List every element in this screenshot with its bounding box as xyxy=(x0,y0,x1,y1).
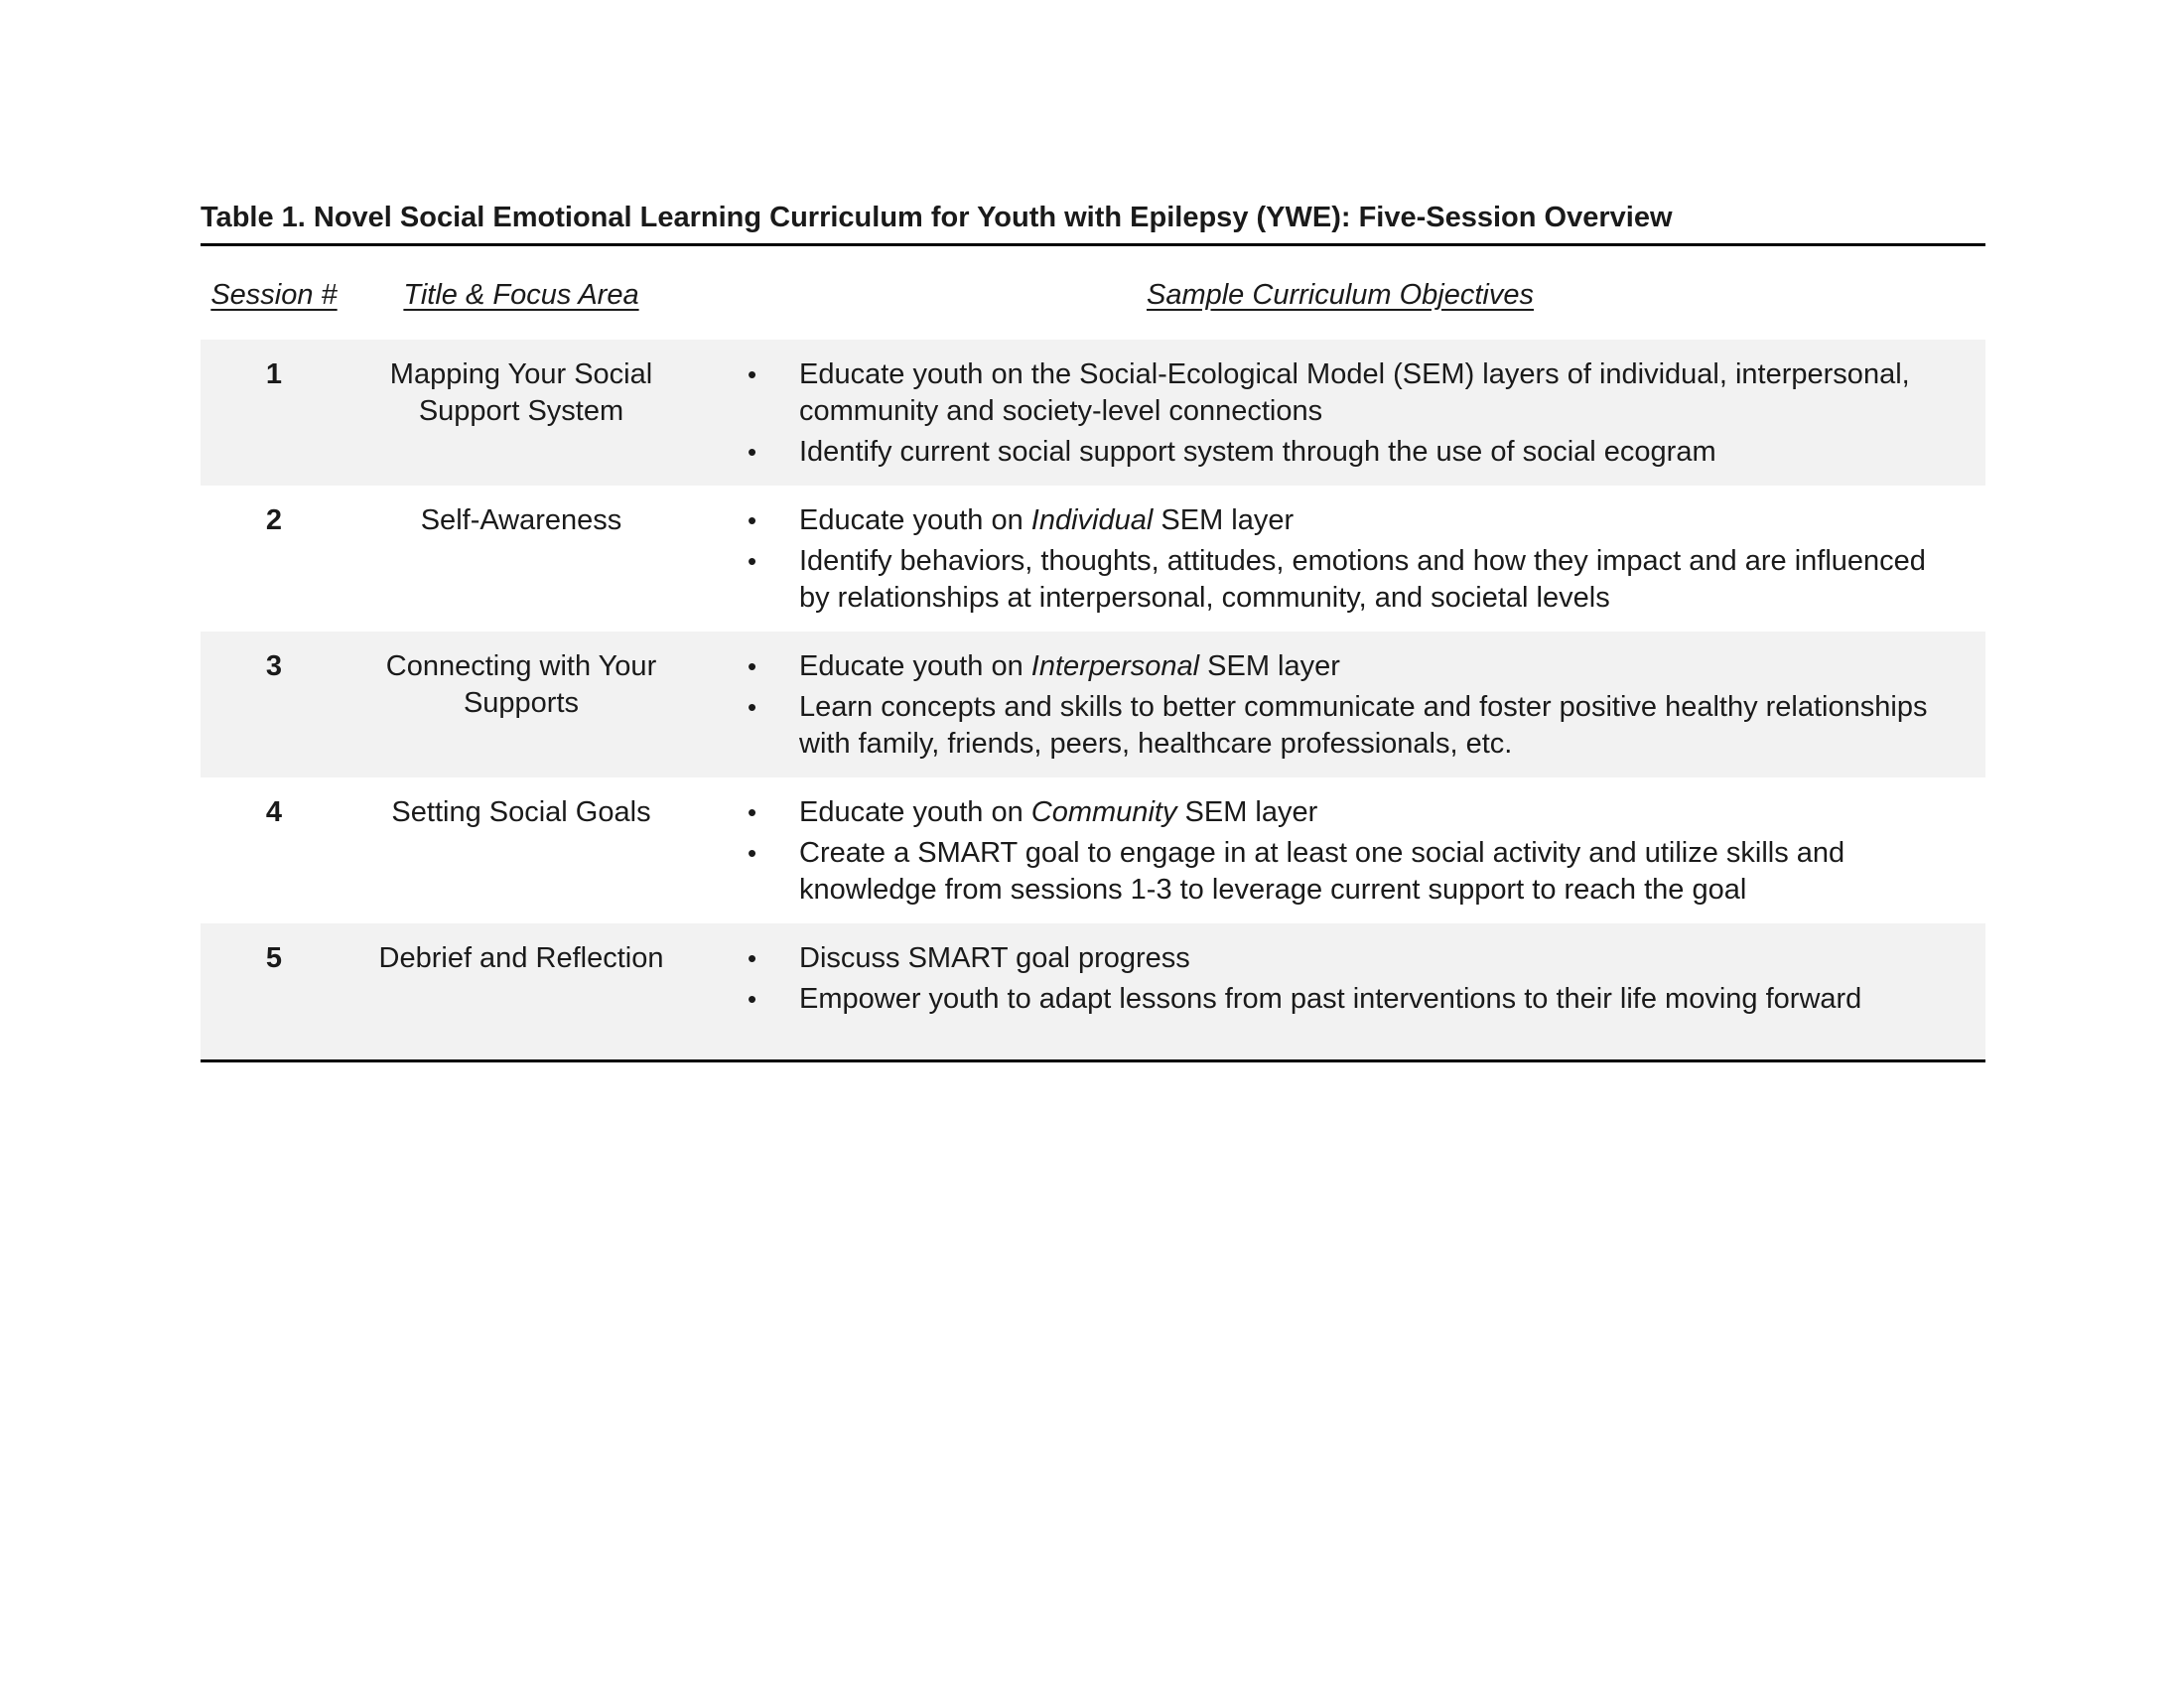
objective-text-italic: Individual xyxy=(1030,504,1154,536)
bullet-icon: • xyxy=(748,797,757,827)
bullet-icon: • xyxy=(748,505,757,535)
session-row xyxy=(201,340,1985,486)
objective-text-segment: SEM layer xyxy=(1153,504,1295,536)
objective-text-segment: Educate youth on xyxy=(799,504,1031,536)
session-row xyxy=(201,632,1985,777)
column-header-session: Session # xyxy=(210,279,338,311)
objectives-list xyxy=(748,502,1985,617)
objectives-list xyxy=(748,940,1985,1018)
bullet-icon: • xyxy=(748,838,757,868)
objective-text xyxy=(799,835,1956,909)
session-objectives xyxy=(695,356,1985,471)
bullet-icon: • xyxy=(748,984,757,1014)
objective-text-segment: Educate youth on xyxy=(799,796,1031,828)
objective-item xyxy=(748,835,1985,909)
objective-item xyxy=(748,689,1985,763)
objective-text xyxy=(799,794,1956,831)
objective-text-segment: Educate youth on the Social-Ecological Model (SEM) layers of individual, interpersonal, community and society-level connections xyxy=(799,358,1910,427)
session-objectives xyxy=(695,502,1985,617)
session-objectives xyxy=(695,940,1985,1018)
objective-text-segment: Create a SMART goal to engage in at least one social activity and utilize skills and knowledge from sessions 1-3 to leverage current support to reach the goal xyxy=(799,837,1845,906)
objective-text-segment: Learn concepts and skills to better communicate and foster positive healthy relationships with family, friends, peers, healthcare professionals, etc. xyxy=(799,691,1928,760)
column-header-sample-curriculum-objectives: Sample Curriculum Objectives xyxy=(1146,279,1534,311)
column-header-title-focus-area: Title & Focus Area xyxy=(403,279,639,311)
objective-text xyxy=(799,648,1956,685)
objective-text xyxy=(799,502,1956,539)
table-header-row xyxy=(201,278,1985,312)
objective-text xyxy=(799,689,1956,763)
objective-item xyxy=(748,648,1985,685)
table-1-block xyxy=(201,201,1985,1062)
objective-item xyxy=(748,356,1985,430)
objective-item xyxy=(748,434,1985,471)
objective-text xyxy=(799,543,1956,617)
objective-text xyxy=(799,434,1956,471)
session-title: Mapping Your Social Support System xyxy=(389,358,653,427)
objective-text-segment: Identify behaviors, thoughts, attitudes, emotions and how they impact and are influenced by relationships at interpersonal, community, and societal levels xyxy=(799,545,1926,614)
session-row xyxy=(201,486,1985,632)
bullet-icon: • xyxy=(748,651,757,681)
session-number: 1 xyxy=(265,358,283,390)
session-title: Setting Social Goals xyxy=(391,796,651,828)
session-title: Debrief and Reflection xyxy=(378,942,664,974)
objective-item xyxy=(748,794,1985,831)
bullet-icon: • xyxy=(748,546,757,576)
session-row xyxy=(201,777,1985,923)
bullet-icon: • xyxy=(748,437,757,467)
bullet-icon: • xyxy=(748,359,757,389)
session-objectives xyxy=(695,648,1985,763)
session-number: 5 xyxy=(265,942,283,974)
objective-text xyxy=(799,981,1956,1018)
session-number: 2 xyxy=(265,504,283,536)
objective-text-segment: Identify current social support system through the use of social ecogram xyxy=(799,436,1716,468)
session-number: 4 xyxy=(265,796,283,828)
objectives-list xyxy=(748,648,1985,763)
objective-item xyxy=(748,981,1985,1018)
objective-item xyxy=(748,543,1985,617)
objectives-list xyxy=(748,356,1985,471)
table-title: Table 1. Novel Social Emotional Learning Curriculum for Youth with Epilepsy (YWE): Five-Session Overview xyxy=(201,201,1985,246)
objective-text xyxy=(799,940,1956,977)
objective-item xyxy=(748,502,1985,539)
session-title: Self-Awareness xyxy=(420,504,622,536)
table-rows xyxy=(201,340,1985,1062)
session-number: 3 xyxy=(265,650,283,682)
session-title: Connecting with Your Supports xyxy=(385,650,657,719)
objective-text-segment: SEM layer xyxy=(1199,650,1340,682)
objective-text-italic: Community xyxy=(1030,796,1177,828)
objective-text-italic: Interpersonal xyxy=(1030,650,1200,682)
session-row xyxy=(201,923,1985,1059)
session-objectives xyxy=(695,794,1985,909)
objective-text-segment: Educate youth on xyxy=(799,650,1031,682)
bullet-icon: • xyxy=(748,692,757,722)
objective-text-segment: Discuss SMART goal progress xyxy=(799,942,1190,974)
objective-text-segment: SEM layer xyxy=(1176,796,1318,828)
objective-text-segment: Empower youth to adapt lessons from past interventions to their life moving forward xyxy=(799,983,1862,1015)
bullet-icon: • xyxy=(748,943,757,973)
objectives-list xyxy=(748,794,1985,909)
objective-item xyxy=(748,940,1985,977)
objective-text xyxy=(799,356,1956,430)
